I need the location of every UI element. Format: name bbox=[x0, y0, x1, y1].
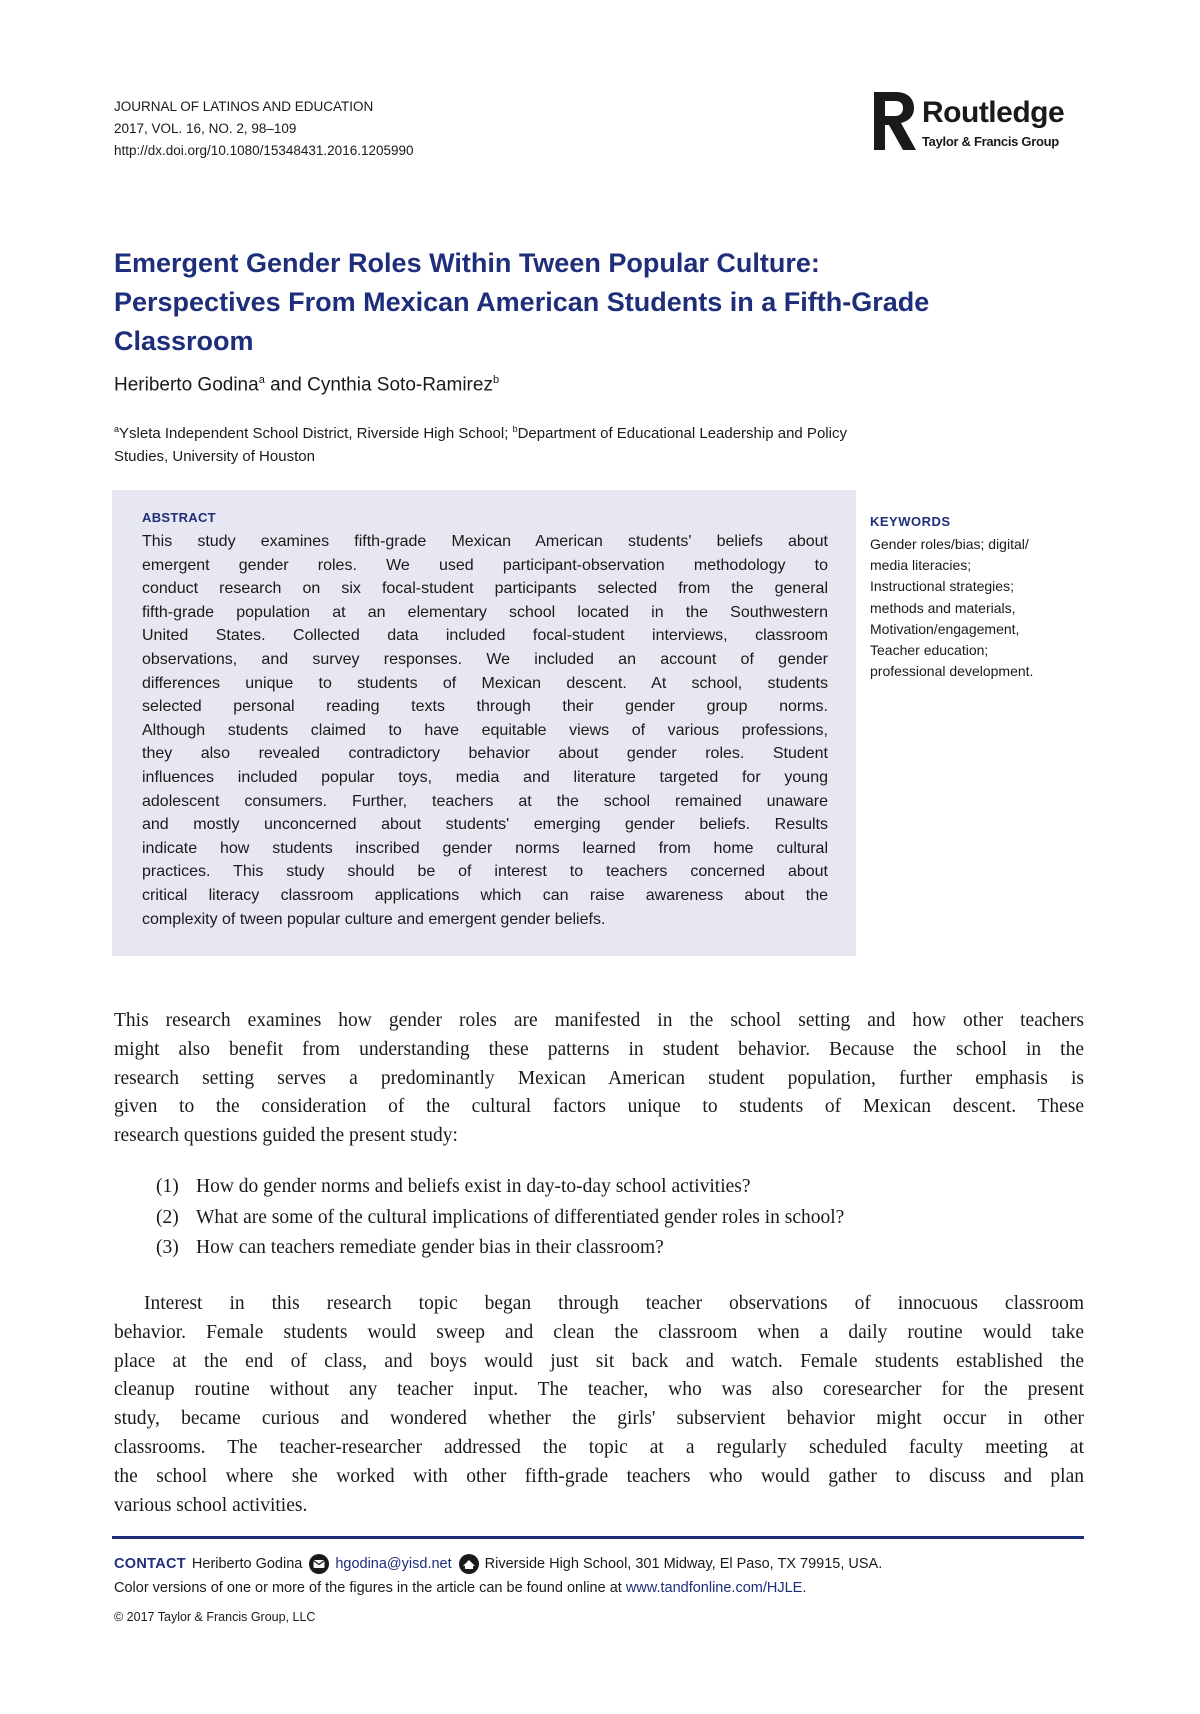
authors bbox=[114, 374, 499, 396]
title-line: Perspectives From Mexican American Students in a Fifth-Grade bbox=[114, 287, 930, 317]
body-line: the school where she worked with other fifth-grade teachers who would gather to discuss and plan bbox=[114, 1465, 1084, 1487]
routledge-r-logo-icon bbox=[870, 90, 918, 152]
body-line: place at the end of class, and boys would just sit back and watch. Female students established the bbox=[114, 1350, 1084, 1372]
list-item bbox=[156, 1172, 844, 1203]
publisher-logo bbox=[870, 90, 1090, 160]
body-line: research setting serves a predominantly Mexican American student population, further emphasis is bbox=[114, 1067, 1084, 1089]
abstract-line: indicate how students inscribed gender norms learned from home cultural bbox=[142, 839, 828, 857]
keyword-line: Motivation/engagement, bbox=[870, 620, 1020, 637]
color-note-period: . bbox=[802, 1580, 807, 1596]
affiliation-mark: b bbox=[512, 424, 518, 434]
article-title bbox=[114, 244, 1074, 361]
author-name: Heriberto Godina bbox=[114, 374, 259, 396]
abstract-line: adolescent consumers. Further, teachers at the school remained unaware bbox=[142, 792, 828, 810]
abstract-line: emergent gender roles. We used participant-observation methodology to bbox=[142, 556, 828, 574]
body-paragraph-1 bbox=[114, 1007, 1084, 1151]
body-line: cleanup routine without any teacher input. The teacher, who was also coresearcher for the present bbox=[114, 1379, 1084, 1401]
address-icon bbox=[458, 1553, 480, 1575]
authors-joiner: and bbox=[270, 374, 302, 396]
abstract-line: Although students claimed to have equitable views of various professions, bbox=[142, 721, 828, 739]
abstract-line: complexity of tween popular culture and emergent gender beliefs. bbox=[142, 910, 606, 928]
affiliation-a: Ysleta Independent School District, Riverside High School; bbox=[119, 425, 513, 442]
journal-header bbox=[114, 96, 414, 162]
list-item-number: (2) bbox=[156, 1206, 179, 1228]
keyword-line: Gender roles/bias; digital/ bbox=[870, 536, 1029, 552]
abstract-line: critical literacy classroom applications which can raise awareness about the bbox=[142, 886, 828, 904]
research-questions-list bbox=[156, 1172, 844, 1264]
body-line: various school activities. bbox=[114, 1494, 308, 1516]
body-line: behavior. Female students would sweep and clean the classroom when a daily routine would take bbox=[114, 1321, 1084, 1343]
body-paragraph-2 bbox=[114, 1290, 1084, 1520]
copyright-notice: © 2017 Taylor & Francis Group, LLC bbox=[114, 1610, 316, 1624]
list-item-number: (3) bbox=[156, 1237, 179, 1258]
color-note-text: Color versions of one or more of the figures in the article can be found online at bbox=[114, 1580, 622, 1596]
body-line: Interest in this research topic began through teacher observations of innocuous classroom bbox=[144, 1293, 1084, 1314]
list-item-number: (1) bbox=[156, 1176, 179, 1197]
keywords-heading: KEYWORDS bbox=[870, 514, 951, 529]
abstract-line: differences unique to students of Mexican descent. At school, students bbox=[142, 674, 828, 692]
abstract-text bbox=[142, 530, 828, 931]
email-icon bbox=[308, 1553, 330, 1575]
publisher-name: Routledge bbox=[922, 96, 1065, 129]
abstract-line: and mostly unconcerned about students' emerging gender beliefs. Results bbox=[142, 816, 828, 834]
color-note bbox=[114, 1580, 806, 1596]
abstract-line: fifth-grade population at an elementary school located in the Southwestern bbox=[142, 603, 828, 621]
abstract-line: conduct research on six focal-student participants selected from the general bbox=[142, 580, 828, 598]
list-item bbox=[156, 1203, 844, 1234]
keyword-line: Instructional strategies; bbox=[870, 578, 1014, 595]
body-line: classrooms. The teacher-researcher addressed the topic at a regularly scheduled faculty meeting at bbox=[114, 1436, 1084, 1458]
affiliations bbox=[114, 418, 1074, 468]
abstract-line: selected personal reading texts through their gender group norms. bbox=[142, 698, 828, 716]
abstract-line: United States. Collected data included focal-student interviews, classroom bbox=[142, 627, 828, 645]
journal-volume: 2017, VOL. 16, NO. 2, 98–109 bbox=[114, 121, 297, 136]
abstract-line: practices. This study should be of interest to teachers concerned about bbox=[142, 863, 828, 881]
body-line: given to the consideration of the cultural factors unique to students of Mexican descent. These bbox=[114, 1096, 1084, 1118]
list-item-text: How do gender norms and beliefs exist in day-to-day school activities? bbox=[196, 1176, 751, 1197]
contact-label: CONTACT bbox=[114, 1556, 186, 1572]
keyword-line: Teacher education; bbox=[870, 642, 989, 659]
contact-name: Heriberto Godina bbox=[191, 1556, 303, 1572]
journal-name: JOURNAL OF LATINOS AND EDUCATION bbox=[114, 99, 374, 114]
body-line: study, became curious and wondered whether the girls' subservient behavior might occur in other bbox=[114, 1408, 1084, 1430]
abstract-line: they also revealed contradictory behavior about gender roles. Student bbox=[142, 745, 828, 763]
list-item-text: What are some of the cultural implications of differentiated gender roles in school? bbox=[196, 1206, 845, 1228]
list-item bbox=[156, 1233, 844, 1264]
title-line: Classroom bbox=[114, 326, 254, 356]
keyword-line: professional development. bbox=[870, 663, 1034, 680]
abstract-line: influences included popular toys, media and literature targeted for young bbox=[142, 768, 828, 786]
abstract-heading: ABSTRACT bbox=[142, 510, 216, 525]
contact-address: Riverside High School, 301 Midway, El Paso, TX 79915, USA. bbox=[484, 1556, 883, 1572]
body-line: This research examines how gender roles are manifested in the school setting and how other teachers bbox=[114, 1010, 1084, 1031]
title-line: Emergent Gender Roles Within Tween Popular Culture: bbox=[114, 248, 820, 278]
body-line: might also benefit from understanding these patterns in student behavior. Because the school in the bbox=[114, 1038, 1084, 1060]
color-note-link[interactable]: www.tandfonline.com/HJLE bbox=[625, 1580, 803, 1596]
affiliation-b: Department of Educational Leadership and Policy bbox=[517, 425, 847, 442]
journal-doi-link[interactable]: http://dx.doi.org/10.1080/15348431.2016.1205990 bbox=[114, 143, 414, 158]
author-name: Cynthia Soto-Ramirez bbox=[307, 374, 493, 396]
affiliation-b-cont: Studies, University of Houston bbox=[114, 448, 315, 465]
affiliation-mark: a bbox=[114, 424, 120, 434]
list-item-text: How can teachers remediate gender bias in their classroom? bbox=[196, 1237, 664, 1258]
abstract-line: This study examines fifth-grade Mexican American students' beliefs about bbox=[142, 533, 828, 550]
keyword-line: methods and materials, bbox=[870, 599, 1016, 616]
affiliation-mark: b bbox=[492, 374, 500, 386]
keywords-list bbox=[870, 534, 1033, 682]
abstract-line: observations, and survey responses. We included an account of gender bbox=[142, 650, 828, 668]
contact-line bbox=[114, 1553, 882, 1575]
contact-email-link[interactable]: hgodina@yisd.net bbox=[335, 1556, 452, 1572]
footer-divider bbox=[112, 1536, 1084, 1539]
body-line: research questions guided the present study: bbox=[114, 1125, 458, 1147]
publisher-group: Taylor & Francis Group bbox=[922, 134, 1059, 149]
affiliation-mark: a bbox=[258, 374, 265, 386]
keyword-line: media literacies; bbox=[870, 557, 972, 574]
